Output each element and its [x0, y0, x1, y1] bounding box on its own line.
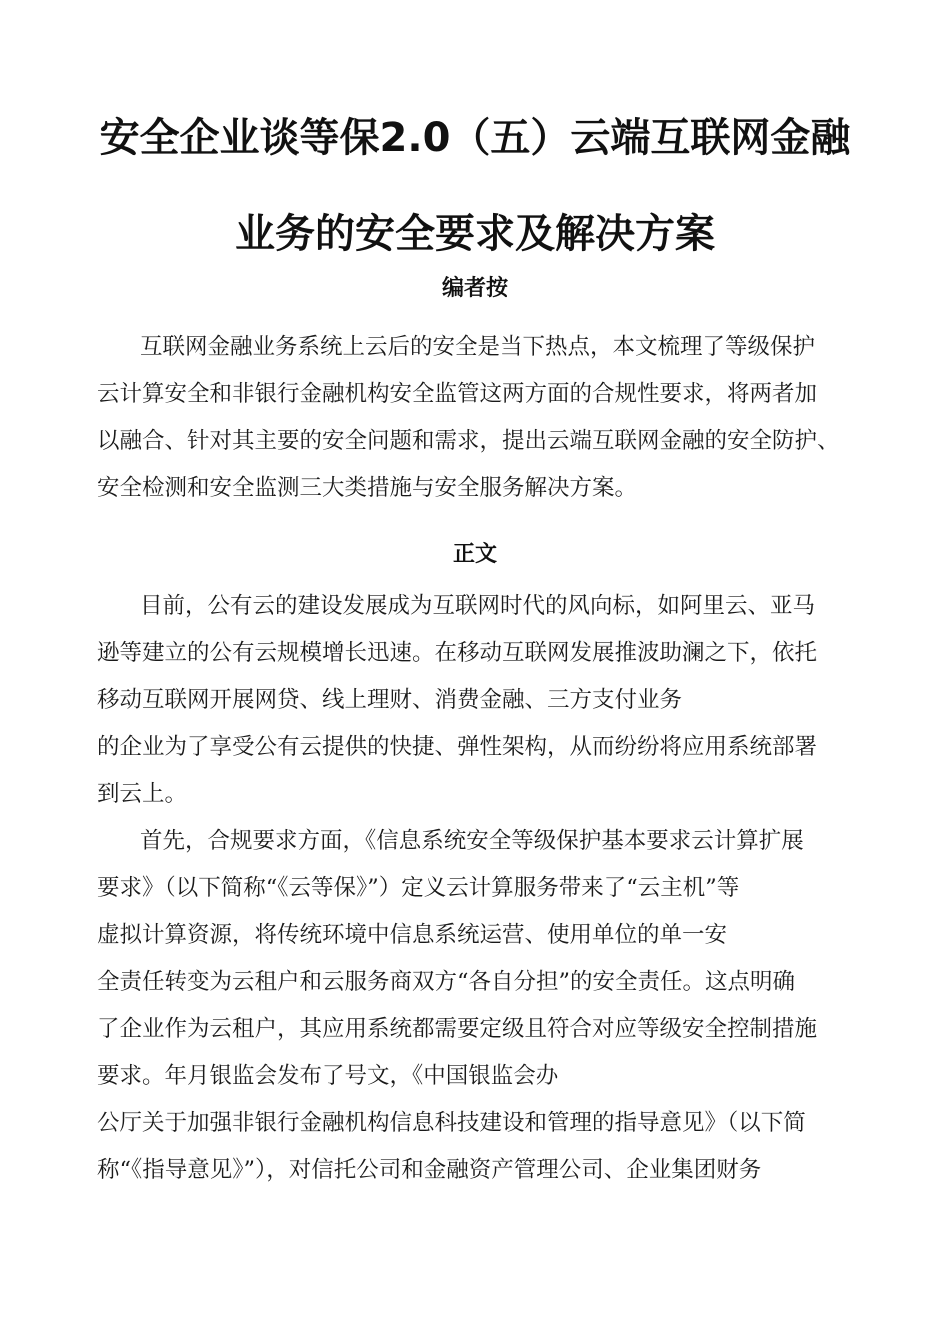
- body-line: 的企业为了享受公有云提供的快捷、弹性架构，从而纷纷将应用系统部署: [97, 734, 818, 760]
- document-title-line-2: 业务的安全要求及解决方案: [235, 211, 715, 257]
- editor-note-line: 安全检测和安全监测三大类措施与安全服务解决方案。: [97, 475, 638, 501]
- editor-note-heading: 编者按: [441, 276, 508, 301]
- body-line: 要求》（以下简称“《云等保》”）定义云计算服务带来了“云主机”等: [97, 875, 740, 901]
- body-line: 逊等建立的公有云规模增长迅速。在移动互联网发展推波助澜之下，依托: [97, 640, 818, 666]
- body-line: 称“《指导意见》”），对信托公司和金融资产管理公司、企业集团财务: [97, 1157, 762, 1183]
- body-line: 公厅关于加强非银行金融机构信息科技建设和管理的指导意见》（以下简: [97, 1110, 806, 1136]
- body-line: 移动互联网开展网贷、线上理财、消费金融、三方支付业务: [97, 687, 683, 713]
- body-line: 要求。年月银监会发布了号文，《中国银监会办: [97, 1063, 559, 1089]
- editor-note-line: 以融合、针对其主要的安全问题和需求，提出云端互联网金融的安全防护、: [97, 428, 840, 454]
- body-line: 虚拟计算资源，将传统环境中信息系统运营、使用单位的单一安: [97, 922, 728, 948]
- editor-note-line: 互联网金融业务系统上云后的安全是当下热点，本文梳理了等级保护: [140, 334, 816, 360]
- document-title-line-1: 安全企业谈等保2.0（五）云端互联网金融: [99, 115, 851, 161]
- body-line: 全责任转变为云租户和云服务商双方“各自分担”的安全责任。这点明确: [97, 969, 796, 995]
- body-line: 了企业作为云租户，其应用系统都需要定级且符合对应等级安全控制措施: [97, 1016, 818, 1042]
- body-line: 目前，公有云的建设发展成为互联网时代的风向标，如阿里云、亚马: [140, 593, 816, 619]
- body-heading: 正文: [452, 542, 497, 567]
- body-line: 首先，合规要求方面，《信息系统安全等级保护基本要求云计算扩展: [140, 828, 804, 854]
- body-line: 到云上。: [97, 781, 188, 807]
- editor-note-line: 云计算安全和非银行金融机构安全监管这两方面的合规性要求，将两者加: [97, 381, 818, 407]
